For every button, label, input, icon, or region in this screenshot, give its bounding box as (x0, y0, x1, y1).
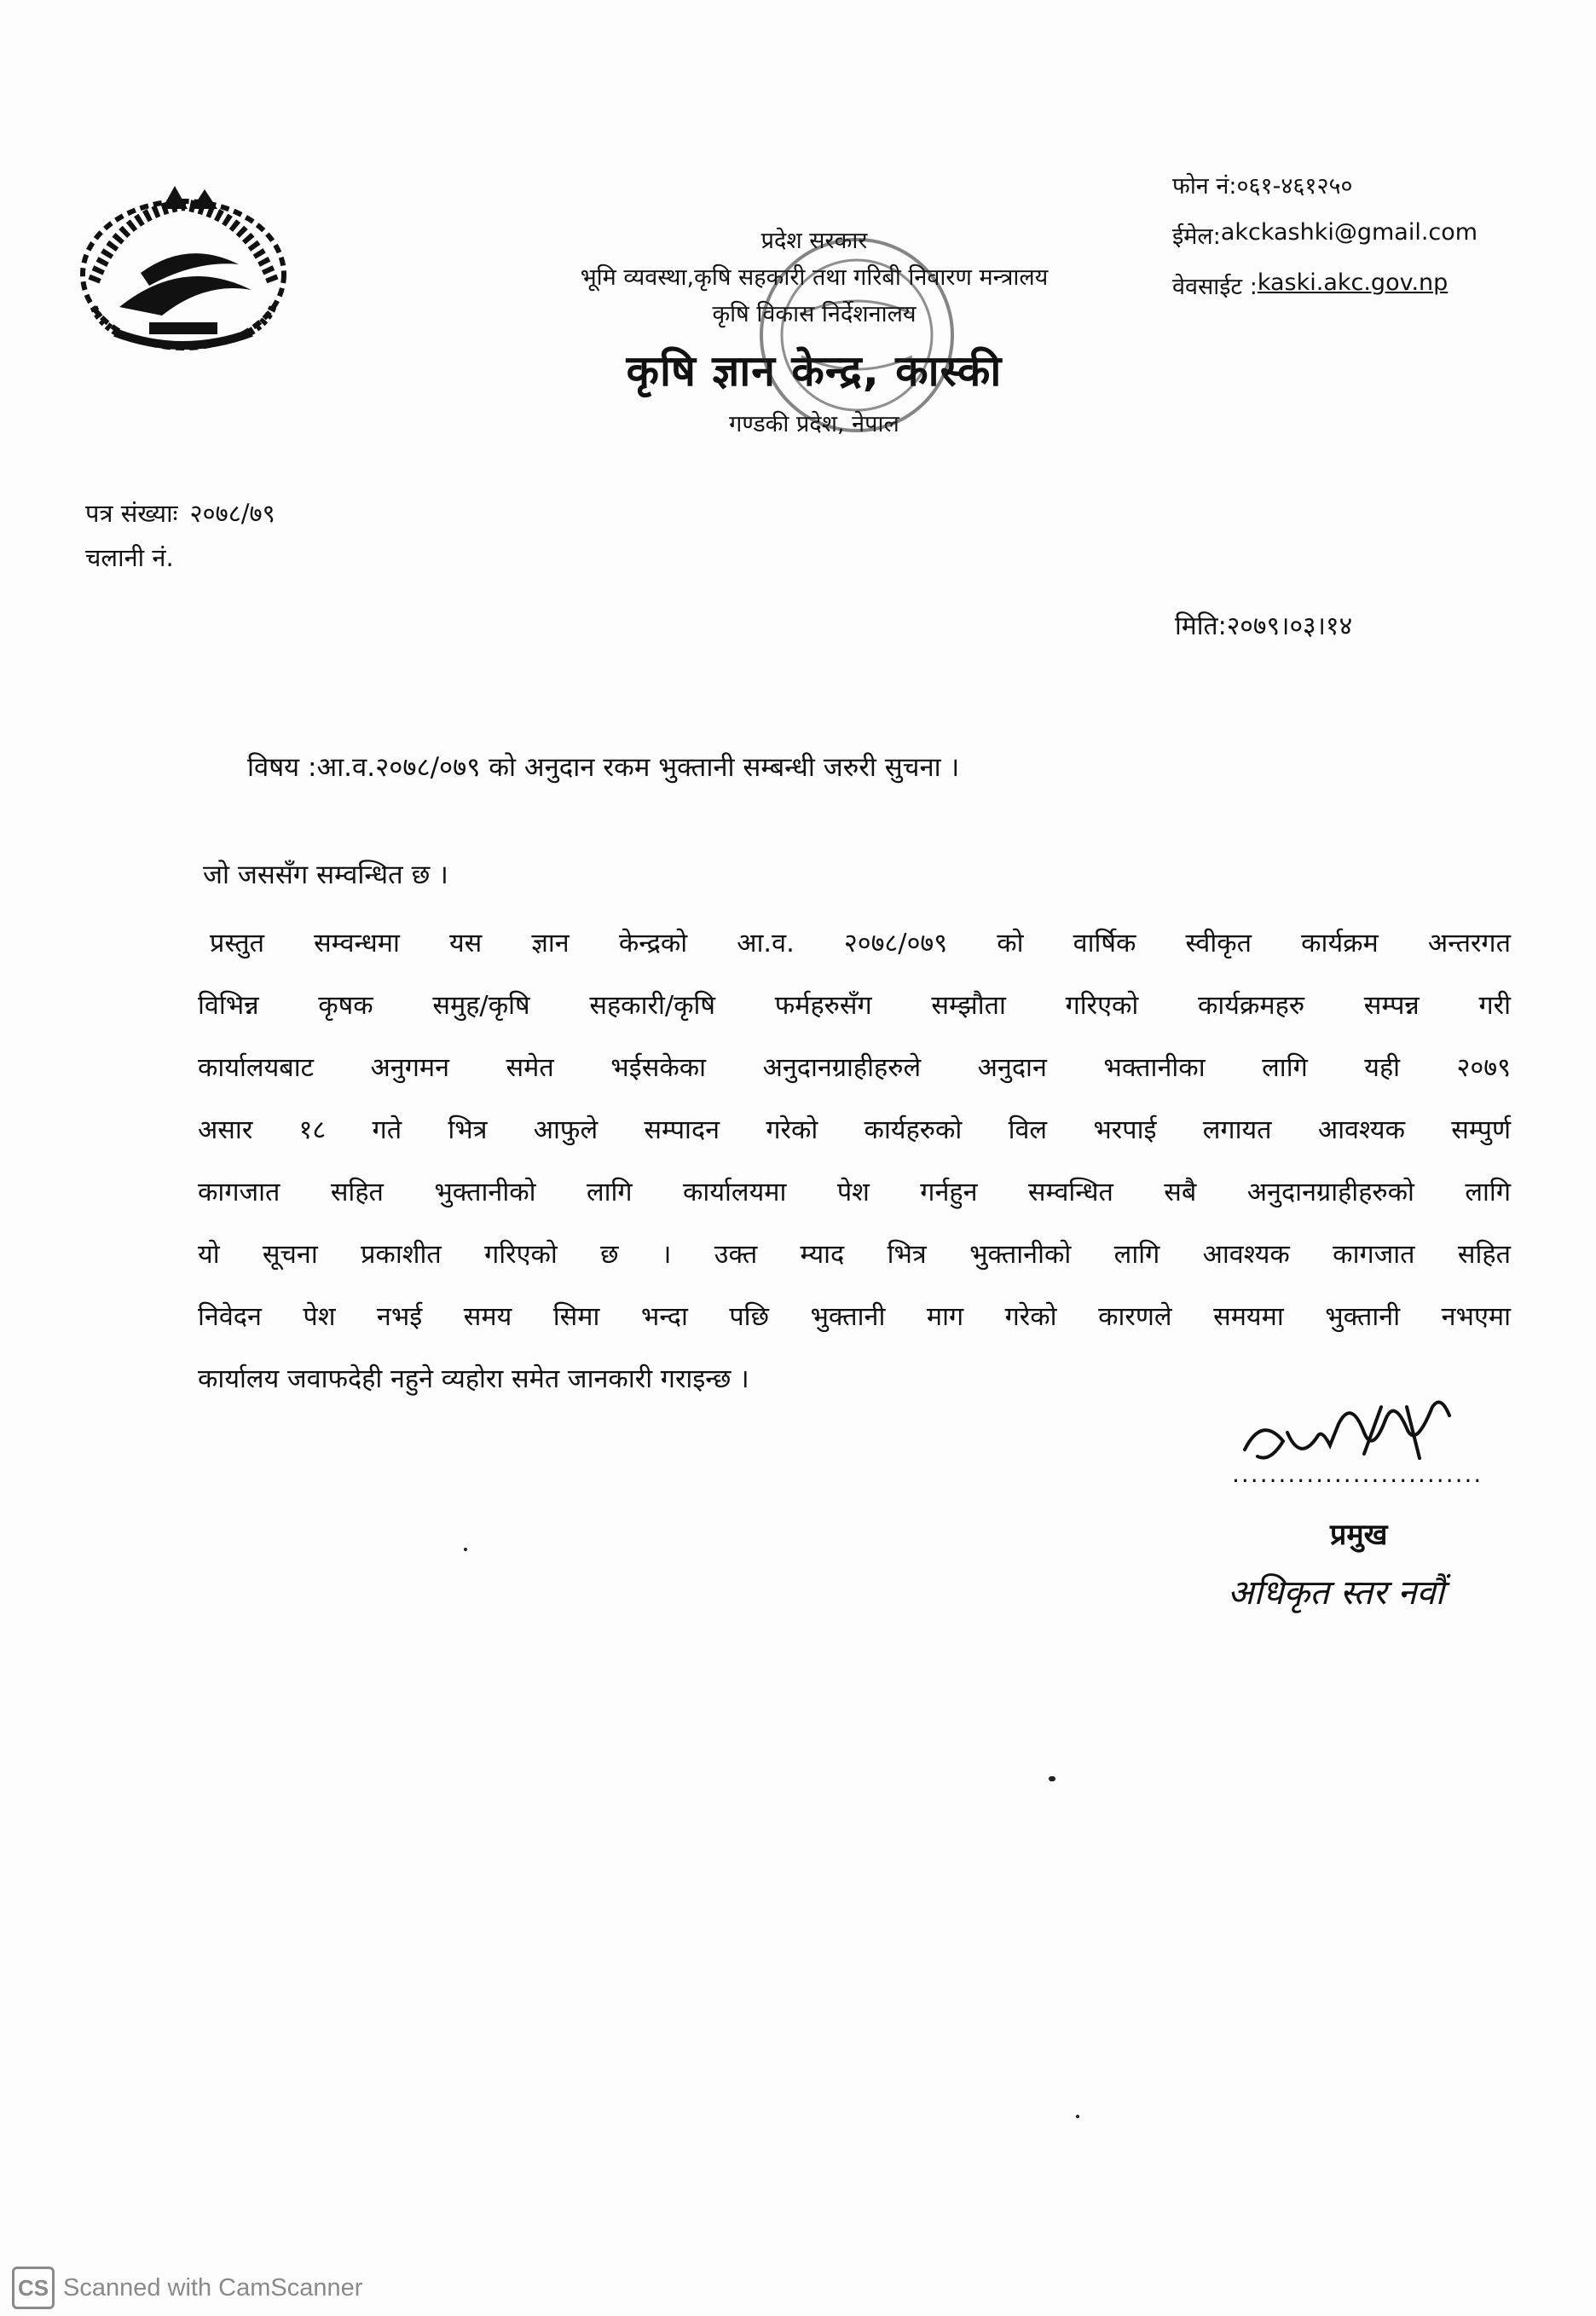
ministry-name: भूमि व्यवस्था,कृषि सहकारी तथा गरिबी निवारण मन्त्रालय (580, 264, 1049, 291)
date-label: मिति: (1175, 611, 1227, 641)
body-line: यो सूचना प्रकाशीत गरिएको छ । उक्त म्याद भित्र भुक्तानीको लागि आवश्यक कागजात सहित (198, 1240, 1511, 1270)
dispatch-number-label: चलानी नं. (85, 543, 174, 572)
subject-line (247, 749, 959, 785)
directorate-name: कृषि विकास निर्देशनालय (712, 301, 917, 327)
phone-value: ०६१-४६१२५० (1236, 173, 1353, 200)
letter-number-label: पत्र संख्याः (85, 499, 178, 528)
date-value: २०७९।०३।१४ (1226, 611, 1353, 641)
letter-date (1175, 607, 1352, 642)
body-line: कार्यालयबाट अनुगमन समेत भईसकेका अनुदानग्राहीहरुले अनुदान भक्तानीका लागि यही २०७९ (198, 1053, 1511, 1083)
website-label: वेवसाईट : (1172, 274, 1258, 300)
scanner-footer (12, 2267, 362, 2309)
body-line: कागजात सहित भुक्तानीको लागि कार्यालयमा पेश गर्नहुन सम्वन्धित सबै अनुदानग्राहीहरुको लागि (198, 1178, 1511, 1207)
body-line: निवेदन पेश नभई समय सिमा भन्दा पछि भुक्तानी माग गरेको कारणले समयमा भुक्तानी नभएमा (198, 1302, 1511, 1332)
signatory-rank: अधिकृत स्तर नवौं (1228, 1573, 1444, 1613)
website-link[interactable]: kaski.akc.gov.np (1257, 269, 1449, 296)
phone-label: फोन नं: (1172, 173, 1237, 200)
body-line: कार्यालय जवाफदेही नहुने व्यहोरा समेत जानकारी गराइन्छ । (198, 1364, 749, 1394)
body-line: असार १८ गते भित्र आफुले सम्पादन गरेको कार्यहरुको विल भरपाई लगायत आवश्यक सम्पुर्ण (198, 1115, 1511, 1145)
province-country-text: गण्डकी प्रदेश, नेपाल (729, 411, 899, 437)
website-row (1172, 269, 1530, 301)
signatory-title: प्रमुख (1330, 1518, 1388, 1552)
body-line: प्रस्तुत सम्वन्धमा यस ज्ञान केन्द्रको आ.व. २०७८/०७९ को वार्षिक स्वीकृत कार्यक्रम अन्तरगत (210, 929, 1511, 958)
reference-block (85, 491, 275, 580)
email-row (1172, 219, 1530, 251)
scan-speck (1076, 2115, 1079, 2118)
body-line: विभिन्न कृषक समुह/कृषि सहकारी/कृषि फर्महरुसँग सम्झौता गरिएको कार्यक्रमहरु सम्पन्न गरी (198, 991, 1511, 1021)
salutation: जो जससँग सम्वन्धित छ । (203, 860, 448, 890)
government-emblem (68, 179, 298, 362)
subject-label: विषय : (247, 752, 317, 783)
subject-text: आ.व.२०७८/०७९ को अनुदान रकम भुक्तानी सम्बन्धी जरुरी सुचना । (316, 752, 960, 783)
scan-speck (1049, 1776, 1055, 1781)
office-stamp (750, 229, 963, 442)
letter-number-row (85, 491, 275, 536)
scan-speck (464, 1548, 467, 1551)
scanner-watermark-text: Scanned with CamScanner (63, 2273, 363, 2302)
email-label: ईमेल: (1172, 223, 1221, 250)
office-title: कृषि ज्ञान केन्द्र, कास्की (626, 346, 1003, 396)
camscanner-logo-icon: CS (12, 2267, 55, 2309)
body-paragraph (198, 912, 1511, 1410)
contact-block (1172, 169, 1530, 320)
email-value: akckashki@gmail.com (1220, 219, 1478, 246)
letter-number-value: २०७८/७९ (189, 499, 275, 528)
province-government-text: प्रदेश सरकार (760, 228, 868, 254)
phone-row (1172, 169, 1530, 200)
dispatch-number-row (85, 536, 275, 580)
signature-dotted-line: ........................... (1232, 1460, 1483, 1488)
